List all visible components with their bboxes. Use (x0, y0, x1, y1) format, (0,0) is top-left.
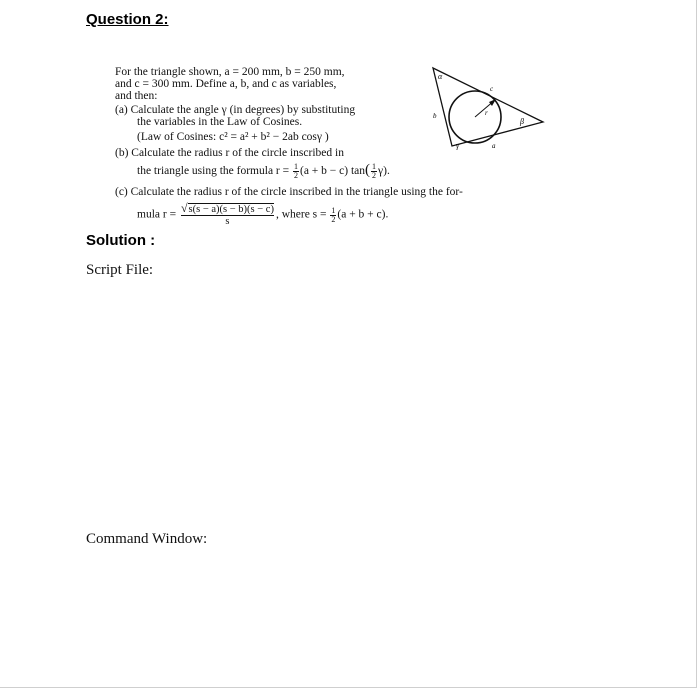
side-a-label: a (492, 142, 496, 150)
triangle-outline (433, 68, 543, 146)
part-a-line-2: the variables in the Law of Cosines. (137, 116, 303, 128)
side-b-label: b (433, 112, 437, 120)
intro-line-3: and then: (115, 90, 158, 102)
radius-label: r (485, 109, 488, 117)
part-c-line-1: (c) Calculate the radius r of the circle inscribed in the triangle using the for- (115, 186, 463, 198)
alpha-label: α (438, 72, 443, 81)
part-c-formula (137, 203, 388, 227)
part-b-mid: (a + b − c) tan (300, 165, 366, 178)
part-b-formula: the triangle using the formula r = $\frac{1}{2}$ (a + b − c) tan( $\frac{1}{2}$ γ). (137, 162, 390, 180)
part-c-prefix: mula r = (137, 208, 179, 221)
part-c-where: , where s = (275, 208, 330, 221)
script-file-label: Script File: (86, 262, 154, 278)
part-b-prefix: the triangle using the formula r = (137, 165, 292, 178)
solution-title: Solution : (86, 232, 156, 249)
radius-arrowhead (489, 99, 496, 106)
part-a-law-of-cosines: (Law of Cosines: c² = a² + b² − 2ab cosγ ) (137, 131, 329, 143)
command-window-label: Command Window: (86, 531, 208, 547)
triangle-figure (425, 62, 550, 154)
part-c-half-fraction: $\frac{1}{2}$ (331, 205, 336, 224)
beta-label: β (520, 117, 524, 126)
side-c-label: c (490, 85, 494, 93)
part-c-tail: (a + b + c). (337, 208, 389, 221)
part-c-sqrt-fraction: $\frac{√s(s - a)(s - b)(s - c)}{s}$ (180, 201, 274, 227)
intro-line-2: and c = 300 mm. Define a, b, and c as variables, (115, 78, 337, 90)
part-a-line-1: (a) Calculate the angle γ (in degrees) by substituting (115, 104, 356, 116)
part-b-half-fraction-2: $\frac{1}{2}$ (372, 162, 377, 180)
part-b-gamma: γ (378, 165, 384, 178)
part-b-half-fraction: $\frac{1}{2}$ (294, 162, 298, 180)
question-title: Question 2: (86, 11, 169, 28)
intro-line-1: For the triangle shown, a = 200 mm, b = 250 mm, (115, 66, 345, 78)
gamma-label: γ (456, 141, 460, 150)
part-b-end: ). (383, 165, 390, 178)
part-b-line-1: (b) Calculate the radius r of the circle inscribed in (115, 147, 344, 159)
